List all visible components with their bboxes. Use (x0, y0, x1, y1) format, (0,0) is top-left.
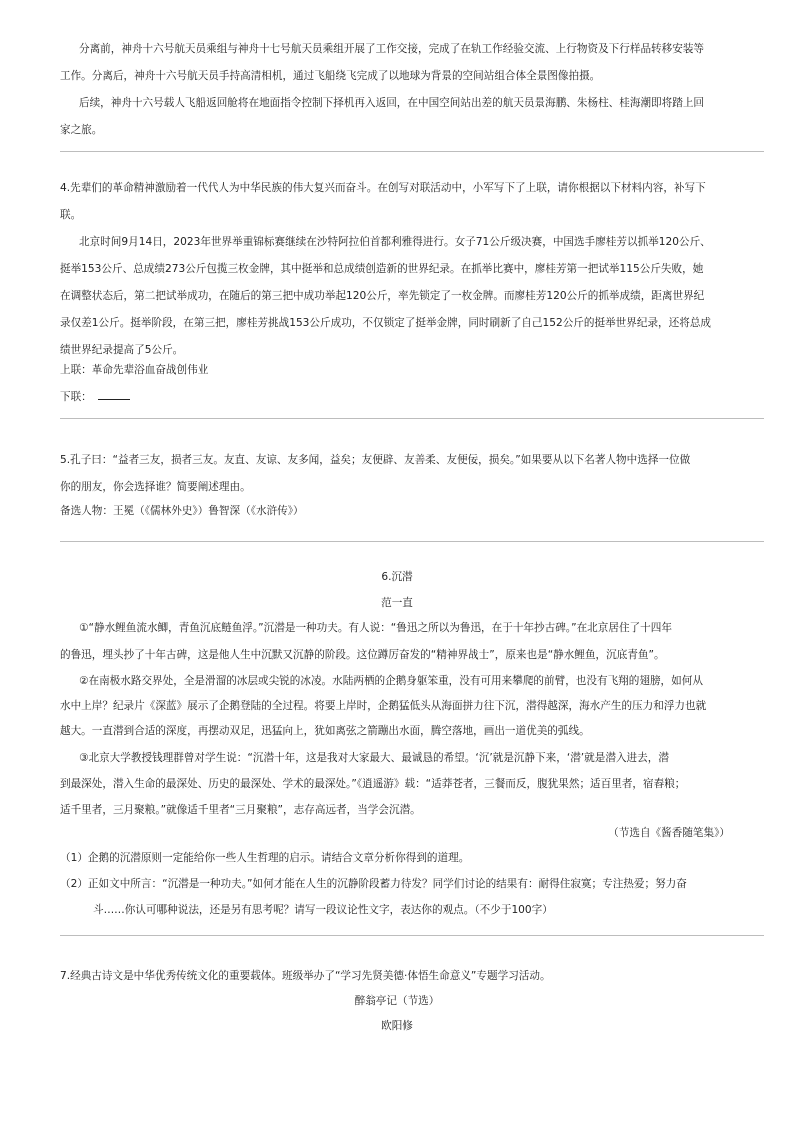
q4-material-line-2: 挺举153公斤、总成绩273公斤包揽三枚金牌，其中挺举和总成绩创造新的世界纪录。在抓举比赛中，廖桂芳第一把试举115公斤失败，她 (60, 263, 704, 275)
q7-prompt: 7.经典古诗文是中华优秀传统文化的重要载体。班级举办了“学习先贤美德·体悟生命意义”专题学习活动。 (60, 970, 551, 982)
divider (60, 541, 764, 542)
q4-prompt-line-1: 4.先辈们的革命精神激励着一代代人为中华民族的伟大复兴而奋斗。在创写对联活动中，小军写下了上联，请你根据以下材料内容，补写下 (60, 182, 706, 194)
q7-poem-title: 醉翁亭记（节选） (354, 995, 440, 1007)
q6-paragraph-2-line-3: 越大。一直潜到合适的深度，再摆动双足，迅猛向上，犹如离弦之箭蹦出水面，腾空落地，画出一道优美的弧线。 (60, 725, 590, 737)
divider (60, 151, 764, 152)
q4-prompt-line-2: 联。 (60, 209, 82, 221)
q5-candidates: 备选人物：王冕（《儒林外史》）鲁智深（《水浒传》） (60, 505, 304, 517)
q4-upper-couplet: 上联：革命先辈浴血奋战创伟业 (60, 364, 209, 376)
q6-subquestion-2-line-1: （2）正如文中所言：“沉潜是一种功夫。”如何才能在人生的沉静阶段蓄力待发？同学们讨论的结果有：耐得住寂寞；专注热爱；努力奋 (60, 878, 687, 890)
q6-paragraph-2-line-2: 水中上岸？纪录片《深蓝》展示了企鹅登陆的全过程。将要上岸时，企鹅猛低头从海面拼力往下沉，潜得越深，海水产生的压力和浮力也就 (60, 700, 707, 712)
q6-author: 范一直 (381, 597, 413, 609)
q4-answer-blank[interactable] (98, 388, 130, 400)
q6-paragraph-2-line-1: ②在南极水路交界处，全是滑溜的冰层或尖锐的冰凌。水陆两栖的企鹅身躯笨重，没有可用来攀爬的前臂，也没有飞翔的翅膀，如何从 (79, 675, 703, 687)
divider (60, 418, 764, 419)
q6-source: （节选自《酱香随笔集》） (608, 827, 730, 839)
intro-paragraph-1-line-2: 工作。分离后，神舟十六号航天员手持高清相机，通过飞船绕飞完成了以地球为背景的空间站组合体全景图像拍摄。 (60, 70, 601, 82)
q6-paragraph-3-line-2: 到最深处，潜入生命的最深处、历史的最深处、学术的最深处。”《逍遥游》载：“适莽苍者，三餐而反，腹犹果然；适百里者，宿舂粮； (60, 778, 686, 790)
intro-paragraph-2-line-1: 后续，神舟十六号载人飞船返回舱将在地面指令控制下择机再入返回，在中国空间站出差的航天员景海鹏、朱杨柱、桂海潮即将踏上回 (79, 97, 705, 109)
q6-paragraph-3-line-1: ③北京大学教授钱理群曾对学生说：“沉潜十年，这是我对大家最大、最诚恳的希望。‘沉’就是沉静下来，‘潜’就是潜入进去，潜 (79, 752, 669, 764)
q4-lower-couplet-row (60, 388, 130, 404)
q4-material-line-4: 录仅差1公斤。挺举阶段，在第三把，廖桂芳挑战153公斤成功，不仅锁定了挺举金牌，同时刷新了自己152公斤的挺举世界纪录，还将总成 (60, 317, 712, 329)
q4-material-line-3: 在调整状态后，第二把试举成功，在随后的第三把中成功举起120公斤，率先锁定了一枚金牌。而廖桂芳120公斤的抓举成绩，距离世界纪 (60, 290, 705, 302)
q7-poem-author: 欧阳修 (381, 1020, 413, 1032)
q5-prompt-line-1: 5.孔子曰：“益者三友，损者三友。友直、友谅、友多闻，益矣；友便辟、友善柔、友便佞，损矣。”如果要从以下名著人物中选择一位做 (60, 454, 691, 466)
q4-lower-couplet-label: 下联： (60, 391, 92, 403)
q6-paragraph-3-line-3: 适千里者，三月聚粮。”就像适千里者“三月聚粮”，志存高远者，当学会沉潜。 (60, 804, 421, 816)
q6-paragraph-1-line-2: 的鲁迅，埋头抄了十年古碑，这是他人生中沉默又沉静的阶段。这位蹲厉奋发的“精神界战士”，原来也是“静水鲤鱼，沉底青鱼”。 (60, 649, 665, 661)
q6-paragraph-1-line-1: ①“静水鲤鱼流水鲫，青鱼沉底鲢鱼浮。”沉潜是一种功夫。有人说：“鲁迅之所以为鲁迅，在于十年抄古碑。”在北京居住了十四年 (79, 622, 672, 634)
q4-material-line-5: 绩世界纪录提高了5公斤。 (60, 344, 184, 356)
q6-subquestion-1: （1）企鹅的沉潜原则一定能给你一些人生哲理的启示。请结合文章分析你得到的道理。 (60, 852, 470, 864)
divider (60, 935, 764, 936)
q5-prompt-line-2: 你的朋友，你会选择谁？简要阐述理由。 (60, 481, 251, 493)
q4-material-line-1: 北京时间9月14日，2023年世界举重锦标赛继续在沙特阿拉伯首都利雅得进行。女子71公斤级决赛，中国选手廖桂芳以抓举120公斤、 (79, 236, 711, 248)
intro-paragraph-2-line-2: 家之旅。 (60, 124, 103, 136)
q6-subquestion-2-line-2: 斗……你认可哪种说法，还是另有思考呢？请写一段议论性文字，表达你的观点。（不少于100字） (93, 904, 553, 916)
q6-title: 6.沉潜 (381, 571, 413, 583)
intro-paragraph-1-line-1: 分离前，神舟十六号航天员乘组与神舟十七号航天员乘组开展了工作交接，完成了在轨工作经验交流、上行物资及下行样品转移安装等 (79, 43, 705, 55)
